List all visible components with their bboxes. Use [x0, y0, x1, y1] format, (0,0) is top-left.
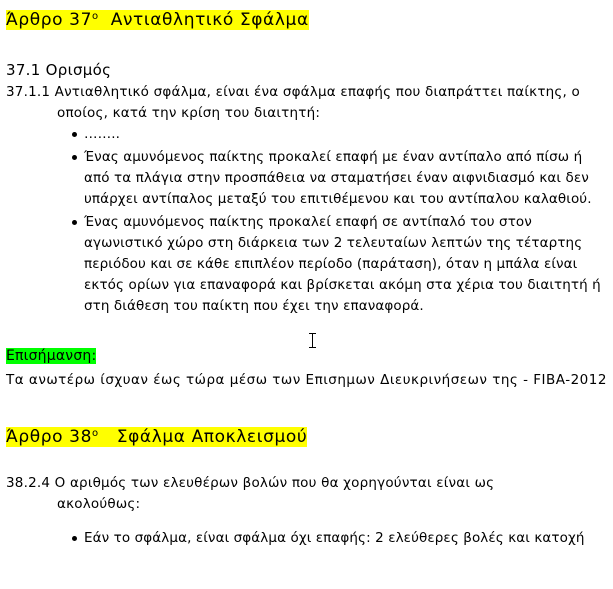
list-item-text: Εάν το σφάλμα, είναι σφάλμα όχι επαφής: 2 ελεύθερες βολές και κατοχή: [84, 530, 585, 546]
note-text: Τα ανωτέρω ίσχυαν έως τώρα μέσω των Επισημων Διευκρινήσεων της - FIBA-2012: [6, 372, 607, 388]
section-37-1-1-bullet-list: [62, 124, 610, 319]
article-38-title: Σφάλμα Αποκλεισμού: [116, 427, 308, 447]
article-37-highlight: [6, 10, 309, 30]
list-item-text: Ένας αμυνόμενος παίκτης προκαλεί επαφή σε αντίπαλό του στον αγωνιστικό χώρο στη διάρκεια των 2 τελευταίων λεπτών της τέταρτης περιόδου και σε κάθε επιπλέον περίοδο (παράταση), όταν η μπάλα είναι εκτός ορίων για επαναφορά και βρίσκεται ακόμη στα χέρια του διαιτητή ή στη διάθεση του παίκτη που έχει την επαναφορά.: [84, 214, 601, 314]
bullet-icon: [72, 132, 77, 137]
text-cursor-icon: [308, 333, 317, 348]
list-item: [62, 147, 610, 210]
article-37-superscript: ο: [92, 11, 99, 22]
list-item-text: Ένας αμυνόμενος παίκτης προκαλεί επαφή με έναν αντίπαλο από πίσω ή από τα πλάγια στην προσπάθεια να σταματήσει έναν αιφνιδιασμό και δεν υπάρχει αντίπαλος μεταξύ του επιτιθέμενου και του αντίπαλου καλαθιού.: [84, 149, 592, 207]
article-38-heading: [6, 426, 307, 448]
bullet-icon: [72, 536, 77, 541]
article-38-superscript: ο: [92, 428, 99, 439]
article-37-heading: [6, 9, 309, 31]
section-37-1-1-continuation: οποίος, κατά την κρίση του διαιτητή:: [57, 105, 321, 121]
note-label: [6, 347, 96, 366]
article-37-number: Άρθρο 37: [6, 10, 92, 30]
note-label-highlight: Επισήμανση:: [6, 348, 97, 364]
article-37-title: Αντιαθλητικό Σφάλμα: [110, 10, 309, 30]
section-37-1-heading: 37.1 Ορισμός: [6, 61, 112, 79]
section-37-1-1-paragraph: [6, 82, 610, 124]
section-38-2-4-bullet-list: [62, 528, 610, 551]
section-38-2-4-first-line: 38.2.4 Ο αριθμός των ελευθέρων βολών που θα χορηγούνται είναι ως: [6, 475, 495, 491]
section-38-2-4-continuation: ακολούθως:: [57, 496, 141, 512]
section-38-2-4-paragraph: [6, 473, 610, 515]
list-item: [62, 124, 610, 145]
article-38-number: Άρθρο 38: [6, 427, 92, 447]
list-item: [62, 212, 610, 317]
section-37-1-1-first-line: 37.1.1 Αντιαθλητικό σφάλμα, είναι ένα σφάλμα επαφής που διαπράττει παίκτης, ο: [6, 84, 580, 100]
bullet-icon: [72, 220, 77, 225]
list-item-text: ……..: [84, 126, 120, 142]
list-item: [62, 528, 610, 549]
article-38-highlight: [6, 427, 307, 447]
bullet-icon: [72, 155, 77, 160]
